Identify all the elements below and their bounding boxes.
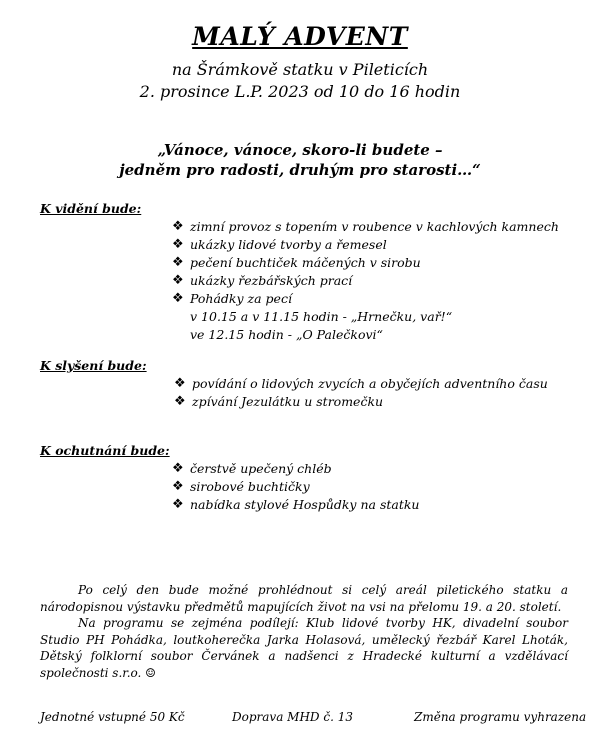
diamond-bullet-icon: ❖	[172, 497, 184, 512]
list-item: ❖ povídání o lidových zvycích a obyčejích adventního času	[174, 376, 548, 391]
footer-transport: Doprava MHD č. 13	[232, 710, 353, 724]
list-item-time: v 10.15 a v 11.15 hodin - „Hrnečku, vař!“	[190, 309, 453, 324]
list-item: ❖ sirobové buchtičky	[172, 479, 310, 494]
list-item: ❖ Pohádky za pecí	[172, 291, 292, 306]
diamond-bullet-icon: ❖	[172, 461, 184, 476]
event-location: na Šrámkově statku v Pileticích	[171, 60, 429, 79]
diamond-bullet-icon: ❖	[172, 291, 184, 306]
section-heading-see: K vidění bude:	[40, 201, 142, 216]
page-title: MALÝ ADVENT	[192, 22, 408, 51]
list-hear	[174, 375, 548, 411]
diamond-bullet-icon: ❖	[174, 394, 186, 409]
list-item: ❖ čerstvě upečený chléb	[172, 461, 332, 476]
section-heading-taste: K ochutnání bude:	[40, 443, 170, 458]
list-item: ❖ pečení buchtiček máčených v sirobu	[172, 255, 421, 270]
list-item: ❖ nabídka stylové Hospůdky na statku	[172, 497, 420, 512]
quote-line-1: „Vánoce, vánoce, skoro-li budete –	[157, 141, 443, 159]
event-date: 2. prosince L.P. 2023 od 10 do 16 hodin	[139, 82, 461, 101]
list-taste	[172, 460, 419, 514]
list-item: ❖ zpívání Jezulátku u stromečku	[174, 394, 384, 409]
footer-admission: Jednotné vstupné 50 Kč	[40, 710, 185, 724]
info-paragraphs	[40, 582, 568, 681]
diamond-bullet-icon: ❖	[172, 479, 184, 494]
diamond-bullet-icon: ❖	[172, 237, 184, 252]
footer-note: Změna programu vyhrazena	[414, 710, 587, 724]
list-item: ❖ ukázky řezbářských prací	[172, 273, 353, 288]
diamond-bullet-icon: ❖	[172, 255, 184, 270]
paragraph-exhibition: Po celý den bude možné prohlédnout si celý areál piletického statku a národopisnou výstavku předmětů mapujících život na vsi na přelomu 19. a 20. století.	[40, 583, 568, 614]
list-item-time: ve 12.15 hodin - „O Palečkovi“	[190, 327, 383, 342]
paragraph-participants: Na programu se zejména podílejí: Klub lidové tvorby HK, divadelní soubor Studio PH Pohádka, loutkoherečka Jarka Holasová, umělecký řezbář Karel Lhoták, Dětský folklorní soubor Červánek a nadšenci z Hradecké kulturní a vzdělávací společnosti s.r.o. ☺	[40, 616, 568, 680]
diamond-bullet-icon: ❖	[172, 273, 184, 288]
list-see	[172, 218, 559, 344]
quote-line-2: jedněm pro radosti, druhým pro starosti…“	[119, 161, 481, 179]
list-item: ❖ zimní provoz s topením v roubence v kachlových kamnech	[172, 219, 559, 234]
list-item: ❖ ukázky lidové tvorby a řemesel	[172, 237, 387, 252]
diamond-bullet-icon: ❖	[172, 219, 184, 234]
diamond-bullet-icon: ❖	[174, 376, 186, 391]
section-heading-hear: K slyšení bude:	[40, 358, 147, 373]
